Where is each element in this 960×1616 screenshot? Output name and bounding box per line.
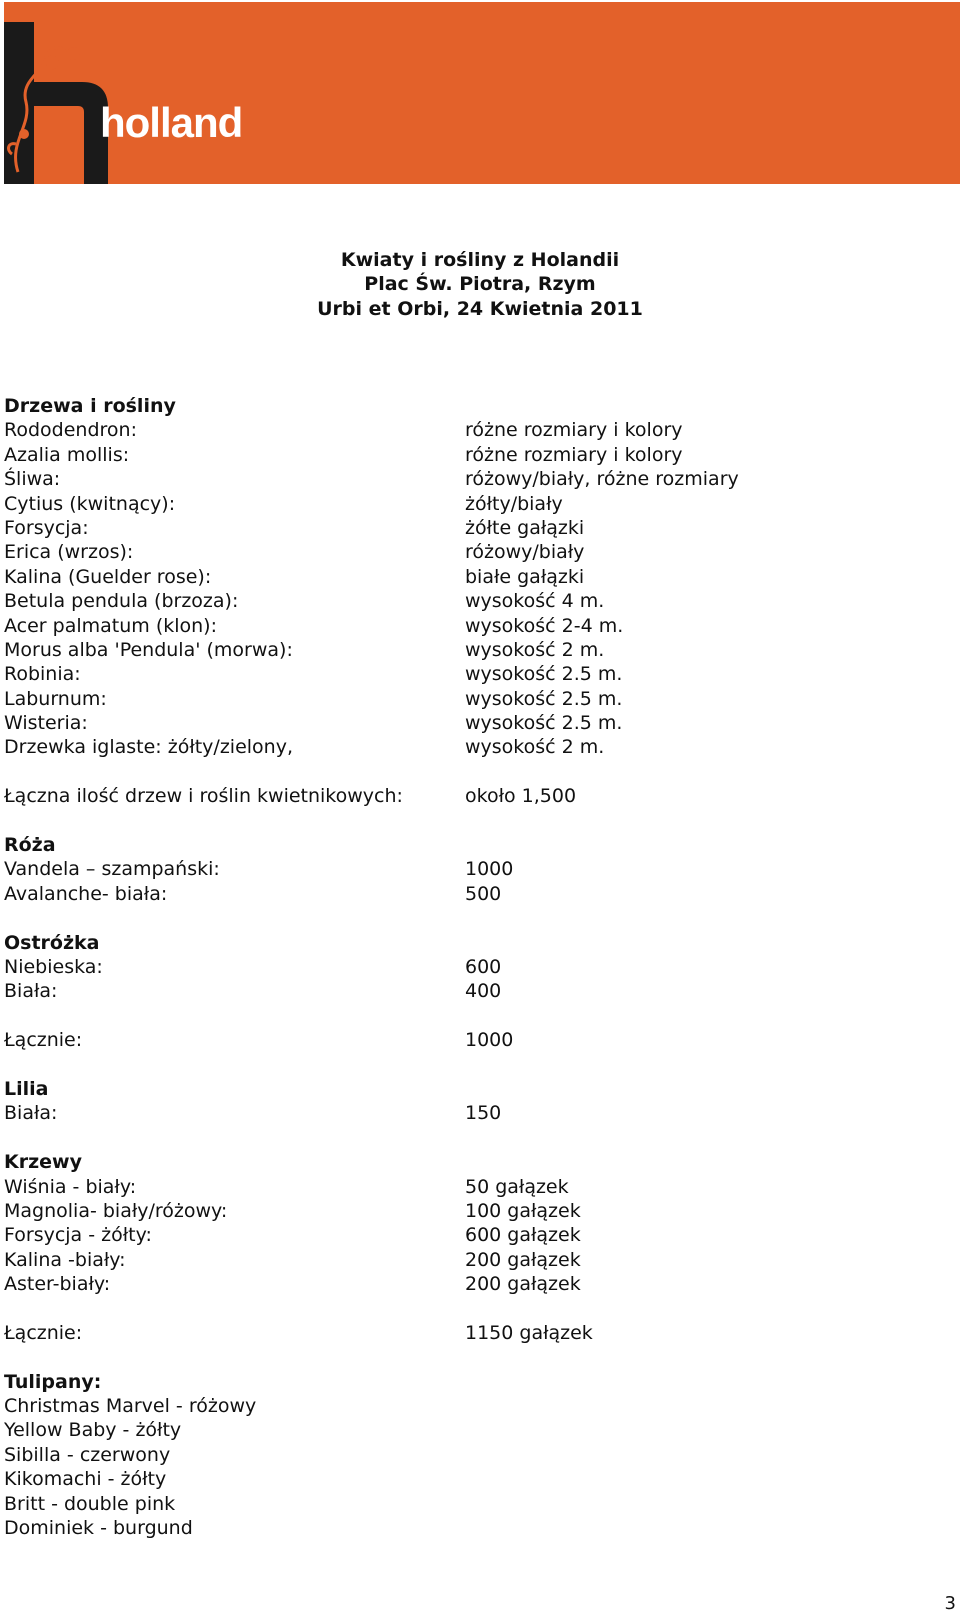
row-label: Wiśnia - biały: [4,1175,137,1198]
row-value: żółte gałązki [465,516,585,539]
header-title: Kwiaty i rośliny z Holandii [340,249,620,271]
row-value: 400 [465,980,502,1003]
list-row [4,1223,924,1247]
row-label: Cytius (kwitnący): [4,492,176,515]
row-value: różne rozmiary i kolory [465,443,683,466]
list-row [4,467,924,491]
list-item: Kikomachi - żółty [4,1468,167,1491]
total-label: Łączna ilość drzew i roślin kwietnikowych: [4,785,403,808]
row-label: Kalina -biały: [4,1248,126,1271]
row-label: Erica (wrzos): [4,541,134,564]
list-row [4,1175,924,1199]
list-row [4,565,924,589]
holland-logo-icon [4,22,114,184]
list-row [4,418,924,442]
row-value: 600 [465,955,502,978]
row-label: Niebieska: [4,955,103,978]
list-row [4,857,924,881]
list-item: Sibilla - czerwony [4,1443,171,1466]
row-label: Morus alba 'Pendula' (morwa): [4,638,293,661]
list-row [4,1101,924,1125]
total-row [4,1028,924,1052]
total-value: 1150 gałązek [465,1321,593,1344]
row-value: 150 [465,1102,502,1125]
row-label: Drzewka iglaste: żółty/zielony, [4,736,293,759]
list-row [4,1199,924,1223]
row-label: Avalanche- biała: [4,882,168,905]
row-label: Magnolia- biały/różowy: [4,1199,228,1222]
section-heading-shrubs: Krzewy [4,1151,82,1174]
row-value: 200 gałązek [465,1248,581,1271]
row-label: Wisteria: [4,712,88,735]
section-heading-rose: Róża [4,834,56,857]
spacer [4,760,924,784]
list-row [4,711,924,735]
list-row [4,662,924,686]
document-header [0,248,960,321]
brand-name: holland [100,99,243,146]
list-row [4,540,924,564]
row-value: różne rozmiary i kolory [465,419,683,442]
row-label: Biała: [4,980,58,1003]
row-value: 500 [465,882,502,905]
spacer [4,1053,924,1077]
row-label: Vandela – szampański: [4,858,220,881]
row-label: Laburnum: [4,687,107,710]
row-value: wysokość 2-4 m. [465,614,624,637]
list-row [4,614,924,638]
row-value: 600 gałązek [465,1224,581,1247]
row-label: Forsycja - żółty: [4,1224,152,1247]
brand-banner [4,2,960,184]
spacer [4,1296,924,1320]
list-row [4,979,924,1003]
section-heading-larkspur: Ostróżka [4,931,100,954]
total-label: Łącznie: [4,1029,83,1052]
page-number: 3 [944,1593,956,1614]
header-event-date: Urbi et Orbi, 24 Kwietnia 2011 [317,297,643,320]
header-location: Plac Św. Piotra, Rzym [364,273,596,296]
row-value: wysokość 2.5 m. [465,687,623,710]
list-row [4,882,924,906]
row-label: Acer palmatum (klon): [4,614,217,637]
row-label: Azalia mollis: [4,443,130,466]
row-value: 200 gałązek [465,1273,581,1296]
total-value: około 1,500 [465,785,577,808]
spacer [4,809,924,833]
list-row [4,516,924,540]
row-value: wysokość 2.5 m. [465,712,623,735]
list-item: Britt - double pink [4,1492,176,1515]
list-row [4,638,924,662]
row-label: Śliwa: [4,468,61,491]
spacer [4,906,924,930]
row-label: Aster-biały: [4,1273,111,1296]
list-item: Christmas Marvel - różowy [4,1395,257,1418]
list-row [4,955,924,979]
total-row [4,784,924,808]
section-heading-lily: Lilia [4,1077,49,1100]
spacer [4,1004,924,1028]
row-value: wysokość 2.5 m. [465,663,623,686]
total-row [4,1321,924,1345]
list-row [4,687,924,711]
row-value: wysokość 4 m. [465,590,605,613]
row-value: 100 gałązek [465,1199,581,1222]
list-item: Dominiek - burgund [4,1516,193,1539]
spacer [4,1345,924,1369]
row-value: 50 gałązek [465,1175,569,1198]
section-heading-trees: Drzewa i rośliny [4,395,176,417]
row-value: 1000 [465,858,514,881]
total-label: Łącznie: [4,1321,83,1344]
row-value: żółty/biały [465,492,563,515]
row-value: wysokość 2 m. [465,736,605,759]
row-label: Biała: [4,1102,58,1125]
row-label: Betula pendula (brzoza): [4,590,239,613]
row-value: różowy/biały, różne rozmiary [465,468,739,491]
list-row [4,443,924,467]
spacer [4,1126,924,1150]
list-row [4,735,924,759]
row-value: białe gałązki [465,565,585,588]
document-body [4,394,924,1540]
row-value: różowy/biały [465,541,585,564]
row-label: Forsycja: [4,516,89,539]
row-label: Rododendron: [4,419,137,442]
row-label: Robinia: [4,663,81,686]
section-heading-tulips: Tulipany: [4,1370,102,1393]
list-row [4,1272,924,1296]
list-row [4,492,924,516]
list-row [4,589,924,613]
total-value: 1000 [465,1029,514,1052]
row-label: Kalina (Guelder rose): [4,565,212,588]
list-item: Yellow Baby - żółty [4,1419,182,1442]
row-value: wysokość 2 m. [465,638,605,661]
list-row [4,1248,924,1272]
